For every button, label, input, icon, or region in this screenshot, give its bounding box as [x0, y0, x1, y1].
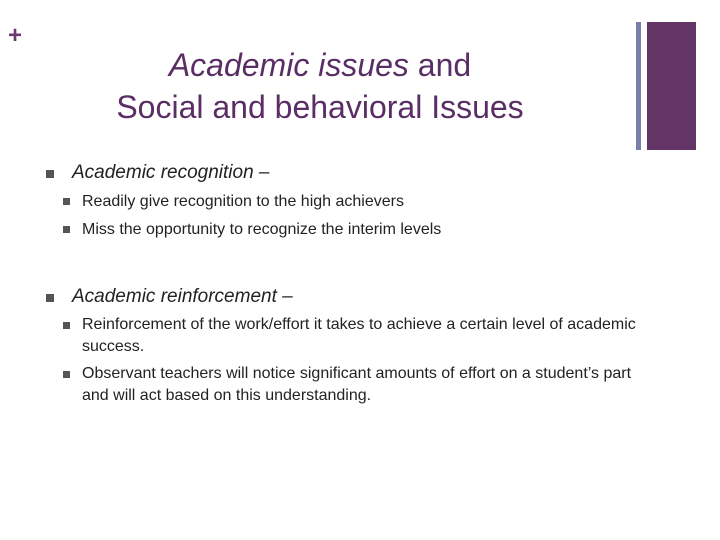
list-item: Readily give recognition to the high achievers [82, 193, 404, 210]
bullet-icon [63, 322, 70, 329]
list-item: Observant teachers will notice significant amounts of effort on a student’s part and will act based on this understanding. [82, 365, 632, 404]
list-item: Reinforcement of the work/effort it takes to achieve a certain level of academic success. [82, 316, 636, 355]
title-italic-part: Academic issues [168, 47, 409, 83]
title-line1-rest: and [408, 47, 472, 83]
bullet-icon [63, 198, 70, 205]
decorative-thick-bar [647, 22, 696, 150]
bullet-icon [63, 226, 70, 233]
bullet-icon [46, 170, 54, 178]
list-item: Miss the opportunity to recognize the interim levels [82, 221, 442, 238]
plus-icon: + [8, 22, 23, 49]
slide-title [60, 44, 580, 128]
bullet-icon [46, 294, 54, 302]
section-heading-reinforcement: Academic reinforcement – [72, 286, 293, 307]
section-heading-recognition: Academic recognition – [72, 162, 270, 183]
decorative-thin-bar [636, 22, 641, 150]
bullet-icon [63, 371, 70, 378]
title-line2: Social and behavioral Issues [116, 89, 524, 125]
